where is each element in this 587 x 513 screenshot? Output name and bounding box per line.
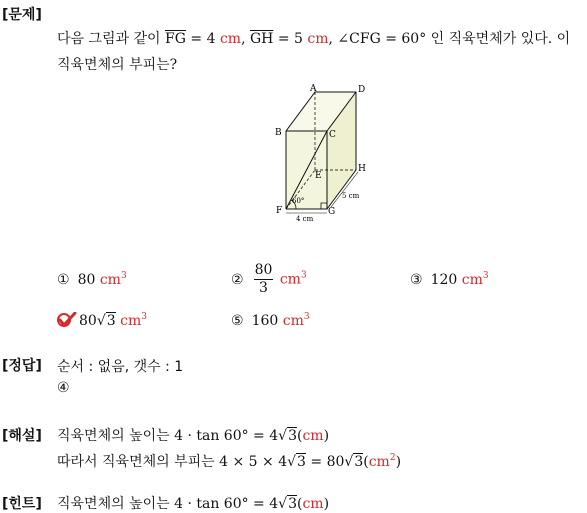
choice-2[interactable]: ② $\frac{80}{3}$ $cm^3$ [231,262,307,296]
label-F: F [276,206,283,216]
label-C: C [329,130,336,140]
label-A: A [310,84,317,94]
explanation-line-2: 따라서 직육면체의 부피는 $4 \times 5 \times 4√3 = 80√3(cm^2)$ [57,453,402,470]
answer-line-1: 순서 : 없음, 갯수 : 1 [57,359,184,375]
angle-label: 60° [292,197,305,205]
fraction: $\frac{80}{3}$ [254,262,273,296]
choice-4[interactable]: 80√3 $cm^3$ [57,312,147,329]
label-H: H [358,164,366,174]
fg-length-label: 4 cm [296,215,314,223]
explanation-line-1: 직육면체의 높이는 4 · tan 60° = 4√3(cm) [57,428,330,444]
hint-label: [힌트] [2,496,42,512]
label-G: G [328,207,336,217]
gh-length-label: 5 cm [342,192,360,200]
answer-line-2: ④ [57,380,70,396]
label-D: D [358,85,366,95]
choice-3[interactable]: ③ 120 $cm^3$ [410,271,489,288]
choice-5[interactable]: ⑤ 160 $cm^3$ [231,312,310,329]
choice-1[interactable]: ① 80 $cm^3$ [57,271,127,288]
label-B: B [275,128,282,138]
check-icon [57,312,77,328]
cuboid-figure [270,82,380,227]
label-E: E [315,171,322,181]
problem-line-2: 직육면체의 부피는? [57,57,178,73]
problem-line-1: 다음 그림과 같이 $\overline{FG} = 4$ cm, $\overline{GH} = 5$ cm, ∠CFG = 60° 인 직육면체가 있다. 이 [57,31,571,47]
hint-line-1: 직육면체의 높이는 4 · tan 60° = 4√3(cm) [57,496,330,512]
problem-label: [문제] [2,7,42,23]
explanation-label: [해설] [2,428,42,444]
answer-label: [정답] [2,358,42,374]
